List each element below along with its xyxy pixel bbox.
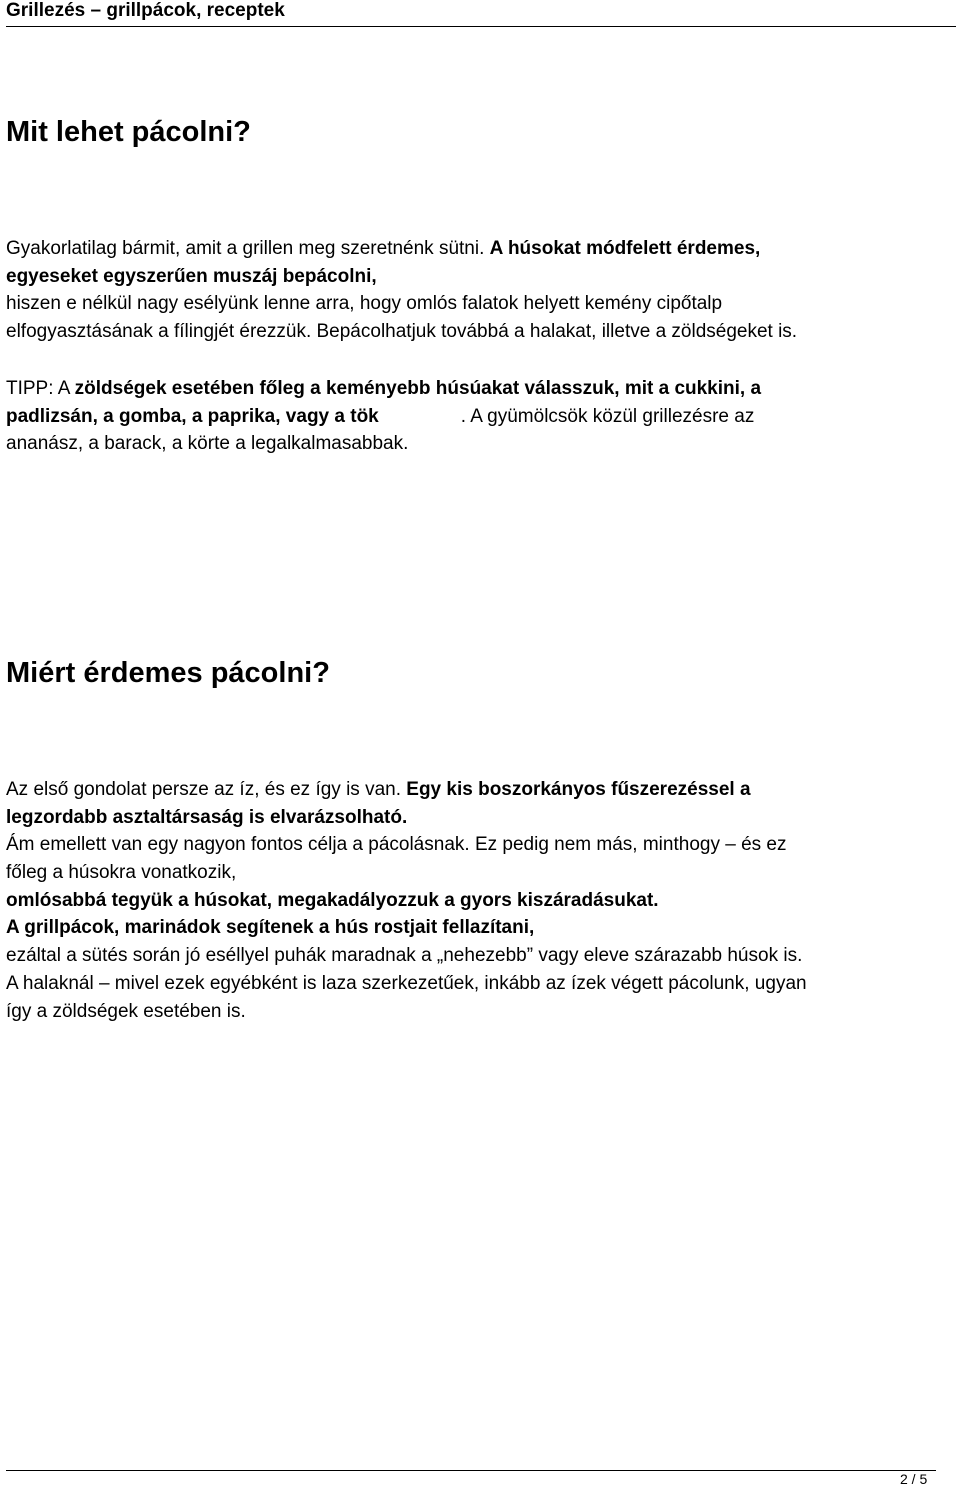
text-span: Gyakorlatilag bármit, amit a grillen meg szeretnénk sütni. bbox=[6, 238, 490, 259]
text-line: ananász, a barack, a körte a legalkalmasabbak. bbox=[6, 433, 409, 455]
footer-divider bbox=[6, 1470, 936, 1471]
text-line: főleg a húsokra vonatkozik, bbox=[6, 862, 237, 884]
bold-text: legzordabb asztaltársaság is elvarázsolható. bbox=[6, 806, 408, 828]
tip-paragraph bbox=[6, 375, 956, 458]
text-line bbox=[6, 235, 956, 263]
section-heading-what-to-marinate: Mit lehet pácolni? bbox=[6, 116, 251, 148]
document-title: Grillezés – grillpácok, receptek bbox=[6, 0, 285, 21]
text-line: ezáltal a sütés során jó eséllyel puhák maradnak a „nehezebb” vagy eleve szárazabb húsok is. bbox=[6, 945, 803, 967]
header-divider bbox=[6, 26, 956, 27]
bold-text: egyeseket egyszerűen muszáj bepácolni, bbox=[6, 265, 377, 287]
text-line: Ám emellett van egy nagyon fontos célja a pácolásnak. Ez pedig nem más, minthogy – és ez bbox=[6, 834, 787, 856]
paragraph-what-to-marinate bbox=[6, 235, 956, 346]
bold-text: Egy kis boszorkányos fűszerezéssel a bbox=[406, 779, 751, 800]
text-line bbox=[6, 887, 956, 915]
text-span: . A gyümölcsök közül grillezésre az bbox=[460, 405, 755, 427]
page-header bbox=[6, 0, 956, 22]
text-line bbox=[6, 263, 956, 291]
text-line bbox=[6, 776, 956, 804]
tip-label: TIPP: A bbox=[6, 378, 75, 399]
text-span: Az első gondolat persze az íz, és ez így is van. bbox=[6, 779, 407, 800]
text-line: A halaknál – mivel ezek egyébként is laza szerkezetűek, inkább az ízek végett pácolunk, ugyan bbox=[6, 972, 807, 994]
page-number: 2 / 5 bbox=[900, 1471, 928, 1487]
text-line: elfogyasztásának a fílingjét érezzük. Bepácolhatjuk továbbá a halakat, illetve a zöldségeket is. bbox=[6, 321, 798, 343]
text-line bbox=[6, 914, 956, 942]
text-line bbox=[6, 804, 956, 832]
section-heading-why-marinate: Miért érdemes pácolni? bbox=[6, 657, 330, 689]
text-line: hiszen e nélkül nagy esélyünk lenne arra, hogy omlós falatok helyett kemény cipőtalp bbox=[6, 293, 723, 315]
bold-text: A grillpácok, marinádok segítenek a hús rostjait fellazítani, bbox=[6, 917, 535, 939]
bold-text: omlósabbá tegyük a húsokat, megakadályozzuk a gyors kiszáradásukat. bbox=[6, 889, 659, 911]
text-line: így a zöldségek esetében is. bbox=[6, 1000, 246, 1022]
bold-text: A húsokat módfelett érdemes, bbox=[489, 238, 761, 259]
text-line bbox=[6, 375, 956, 403]
text-line bbox=[6, 403, 956, 431]
bold-text: padlizsán, a gomba, a paprika, vagy a tök bbox=[6, 405, 379, 427]
bold-text: zöldségek esetében főleg a keményebb húsúakat válasszuk, mit a cukkini, a bbox=[74, 378, 762, 399]
paragraph-why-marinate bbox=[6, 776, 956, 1025]
